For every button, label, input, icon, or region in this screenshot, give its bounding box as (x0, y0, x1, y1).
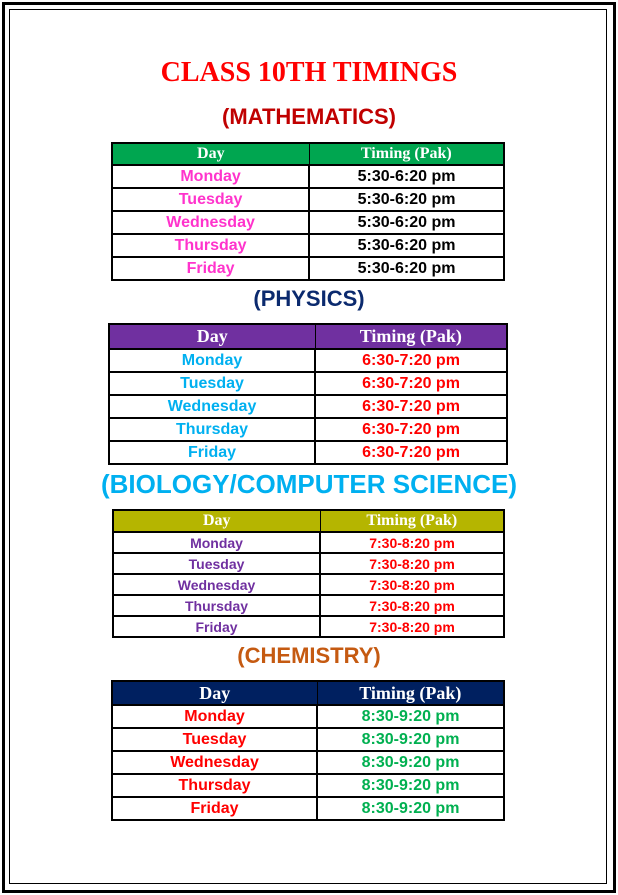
header-day: Day (112, 681, 317, 705)
section-heading-mathematics: (MATHEMATICS) (222, 104, 396, 129)
table-header-row (112, 681, 504, 705)
timing-cell: 6:30-7:20 pm (315, 441, 507, 464)
table-row (112, 234, 504, 257)
table-row (113, 532, 504, 553)
table-row (113, 553, 504, 574)
timing-cell: 5:30-6:20 pm (309, 211, 504, 234)
day-cell: Monday (112, 705, 317, 728)
table-row (112, 211, 504, 234)
day-cell: Tuesday (109, 372, 315, 395)
day-cell: Monday (112, 165, 309, 188)
timing-cell: 6:30-7:20 pm (315, 349, 507, 372)
table-row (112, 751, 504, 774)
table-row (112, 188, 504, 211)
timing-cell: 8:30-9:20 pm (317, 774, 504, 797)
table-row (109, 395, 507, 418)
day-cell: Wednesday (112, 211, 309, 234)
schedule-table-chemistry (111, 680, 505, 821)
timing-cell: 6:30-7:20 pm (315, 418, 507, 441)
day-cell: Friday (113, 616, 320, 637)
timing-cell: 6:30-7:20 pm (315, 395, 507, 418)
timing-cell: 7:30-8:20 pm (320, 616, 504, 637)
timing-cell: 7:30-8:20 pm (320, 532, 504, 553)
timing-cell: 8:30-9:20 pm (317, 705, 504, 728)
day-cell: Tuesday (112, 728, 317, 751)
table-row (112, 705, 504, 728)
table-row (113, 574, 504, 595)
day-cell: Thursday (113, 595, 320, 616)
timing-cell: 6:30-7:20 pm (315, 372, 507, 395)
day-cell: Wednesday (109, 395, 315, 418)
table-row (112, 728, 504, 751)
table-header-row (113, 510, 504, 532)
table-row (113, 616, 504, 637)
schedule-table-physics (108, 323, 508, 465)
header-day: Day (113, 510, 320, 532)
timing-cell: 8:30-9:20 pm (317, 797, 504, 820)
section-heading-biology-computer-science: (BIOLOGY/COMPUTER SCIENCE) (100, 469, 517, 499)
day-cell: Wednesday (112, 751, 317, 774)
day-cell: Monday (113, 532, 320, 553)
day-cell: Wednesday (113, 574, 320, 595)
table-row (112, 257, 504, 280)
timing-cell: 5:30-6:20 pm (309, 188, 504, 211)
table-row (113, 595, 504, 616)
table-row (112, 797, 504, 820)
table-row (109, 349, 507, 372)
day-cell: Thursday (112, 774, 317, 797)
timing-cell: 7:30-8:20 pm (320, 574, 504, 595)
table-row (112, 165, 504, 188)
page-title: CLASS 10TH TIMINGS (160, 57, 458, 88)
header-day: Day (109, 324, 315, 349)
timing-cell: 7:30-8:20 pm (320, 595, 504, 616)
day-cell: Monday (109, 349, 315, 372)
timing-cell: 5:30-6:20 pm (309, 234, 504, 257)
schedule-table-biology-computer-science (112, 509, 505, 638)
day-cell: Thursday (112, 234, 309, 257)
table-row (109, 441, 507, 464)
day-cell: Tuesday (113, 553, 320, 574)
day-cell: Friday (109, 441, 315, 464)
day-cell: Thursday (109, 418, 315, 441)
table-header-row (109, 324, 507, 349)
section-heading-physics: (PHYSICS) (253, 286, 365, 311)
table-row (112, 774, 504, 797)
header-timing: Timing (Pak) (309, 143, 504, 165)
header-day: Day (112, 143, 309, 165)
day-cell: Friday (112, 797, 317, 820)
header-timing: Timing (Pak) (320, 510, 504, 532)
timing-cell: 8:30-9:20 pm (317, 751, 504, 774)
timing-cell: 5:30-6:20 pm (309, 165, 504, 188)
day-cell: Friday (112, 257, 309, 280)
table-row (109, 418, 507, 441)
section-heading-chemistry: (CHEMISTRY) (237, 643, 381, 668)
day-cell: Tuesday (112, 188, 309, 211)
schedule-table-mathematics (111, 142, 505, 281)
table-header-row (112, 143, 504, 165)
timing-cell: 7:30-8:20 pm (320, 553, 504, 574)
header-timing: Timing (Pak) (315, 324, 507, 349)
timing-cell: 8:30-9:20 pm (317, 728, 504, 751)
header-timing: Timing (Pak) (317, 681, 504, 705)
timing-cell: 5:30-6:20 pm (309, 257, 504, 280)
table-row (109, 372, 507, 395)
